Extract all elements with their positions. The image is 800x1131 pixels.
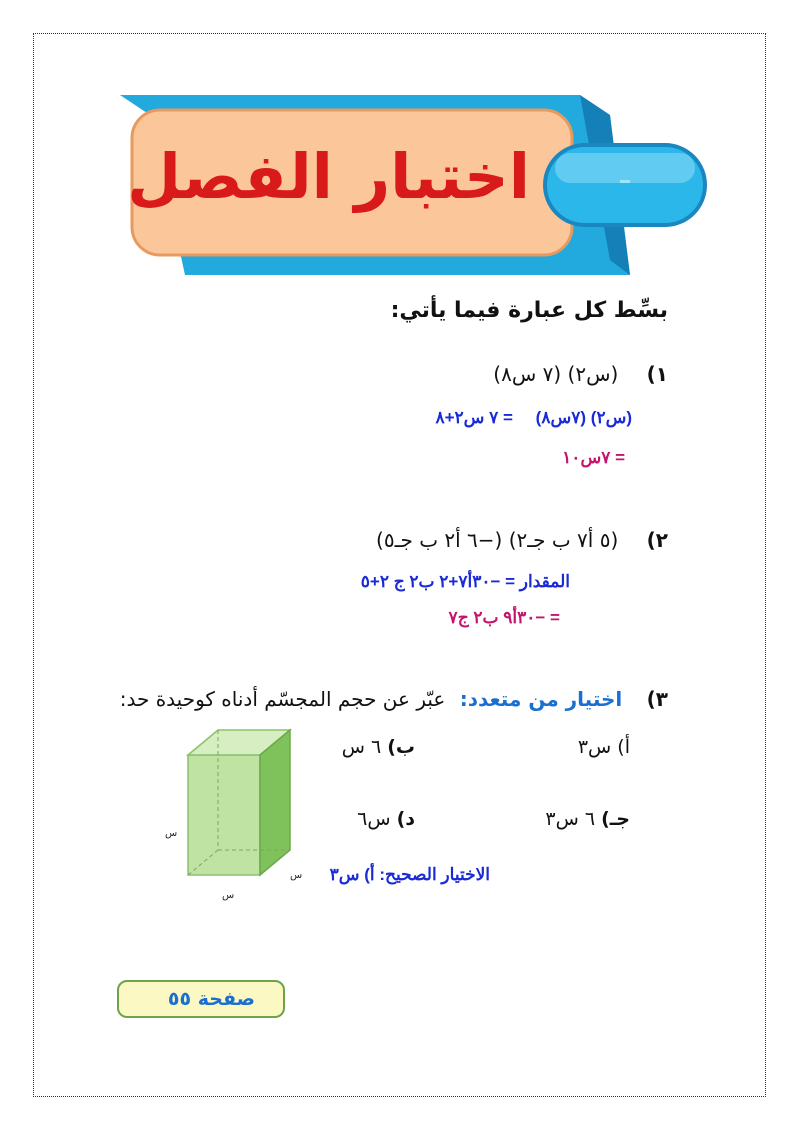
cube-label-depth: س [290,870,303,881]
q1-solution-right: = ٧ س٢+٨ [435,408,513,427]
cube-label-height: س [165,828,178,839]
multiple-choice-label: اختيار من متعدد: [459,687,623,711]
option-d-value: س٦ [357,808,391,830]
q2-solution-line-1: المقدار = −٣٠أ٧+٢ ب٢ ج ٢+٥ [360,572,570,591]
cube-figure [150,725,330,900]
option-b [342,736,415,758]
instruction-text: بسِّط كل عبارة فيما يأتي: [390,298,668,323]
cube-label-width: س [222,890,235,901]
option-c-value: ٦ س٣ [545,808,596,830]
question-2-expression: (٥ أ٧ ب جـ٢) (−٦ أ٢ ب جـ٥) [376,528,619,552]
page-number-box [117,980,285,1018]
q1-solution-left: (س٢) (٧س٨) [535,408,632,427]
question-3-prompt: عبّر عن حجم المجسّم أدناه كوحيدة حد: [119,687,446,711]
q1-solution-line-1 [435,408,632,428]
question-1 [493,362,668,386]
option-b-key: ب) [387,736,415,758]
option-d-key: د) [396,808,415,830]
cube-right-face [260,730,290,875]
option-a-value: س٣ [577,736,612,758]
option-a [578,736,630,758]
question-2 [376,528,668,552]
q3-correct-answer: الاختيار الصحيح: أ) س٣ [329,865,490,884]
cube-front-face [188,755,260,875]
question-1-number: ١) [646,362,668,386]
question-1-expression: (س٢) (٧ س٨) [493,362,619,386]
question-3 [120,687,668,711]
page-title: اختبار الفصل [127,140,530,213]
question-2-number: ٢) [646,528,668,552]
option-d [357,808,415,830]
question-3-number: ٣) [646,687,668,711]
q1-solution-line-2: = ٧س١٠ [562,448,625,467]
q2-solution-line-2: = −٣٠أ٩ ب٢ ج٧ [448,608,560,627]
pill-dash [620,180,630,183]
option-c [545,808,630,830]
option-c-key: جـ) [601,808,630,830]
option-b-value: ٦ س [341,736,382,758]
option-a-key: أ) [617,736,630,758]
page-number: صفحة ٥٥ [167,988,255,1010]
